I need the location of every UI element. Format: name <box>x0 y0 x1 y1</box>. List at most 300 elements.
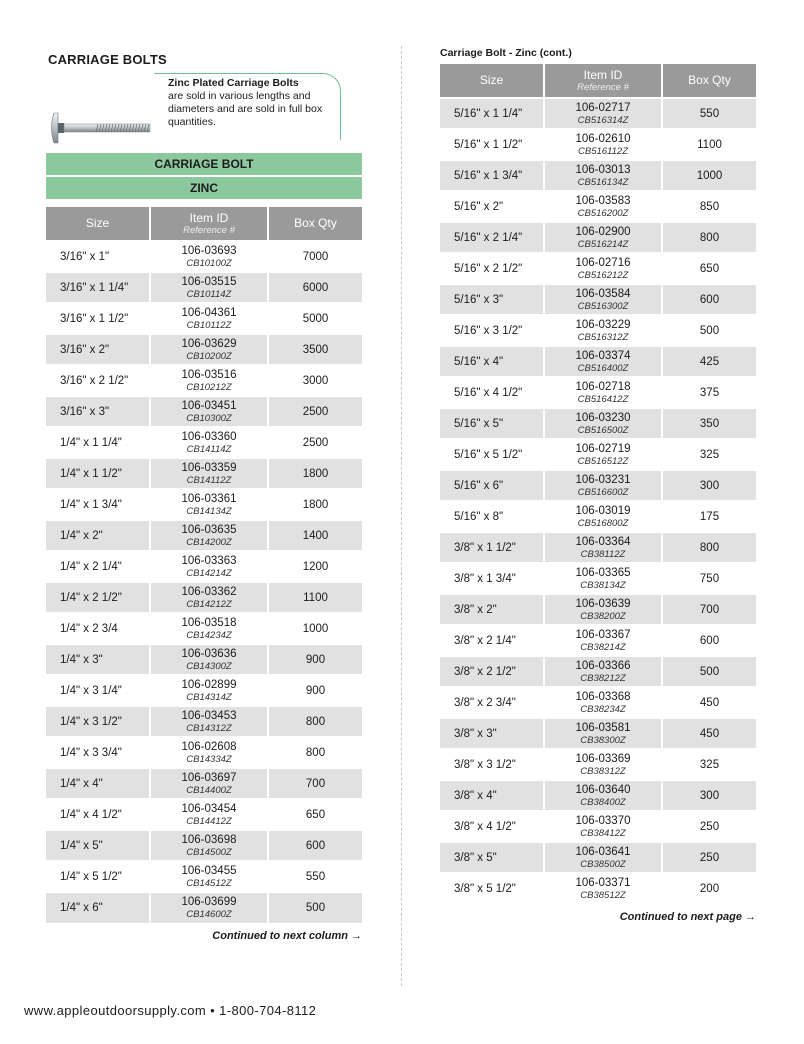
reference-number: CB14412Z <box>186 815 232 827</box>
size-cell: 1/4" x 3 3/4" <box>46 737 150 768</box>
reference-number: CB516600Z <box>577 486 629 498</box>
reference-number: CB14212Z <box>186 598 232 610</box>
item-id: 106-04361 <box>181 306 237 319</box>
table-row <box>46 861 362 892</box>
item-id: 106-03639 <box>575 597 631 610</box>
item-id: 106-03641 <box>575 845 631 858</box>
table-row <box>440 687 756 718</box>
table-row <box>46 675 362 706</box>
item-id-cell <box>150 272 268 303</box>
item-id: 106-03636 <box>181 647 237 660</box>
reference-number: CB14314Z <box>186 691 232 703</box>
item-id-cell <box>150 706 268 737</box>
item-id: 106-02900 <box>575 225 631 238</box>
box-qty-cell: 1000 <box>268 613 362 644</box>
item-id-cell <box>544 191 662 222</box>
item-id-cell <box>544 470 662 501</box>
item-id-cell <box>544 501 662 532</box>
item-id: 106-03581 <box>575 721 631 734</box>
size-cell: 3/16" x 1 1/4" <box>46 272 150 303</box>
item-id-cell <box>544 842 662 873</box>
box-qty-cell: 550 <box>662 98 756 129</box>
item-id: 106-02899 <box>181 678 237 691</box>
table-row <box>440 749 756 780</box>
item-id: 106-03231 <box>575 473 631 486</box>
table-row <box>440 563 756 594</box>
size-cell: 3/8" x 2 1/2" <box>440 656 544 687</box>
item-id: 106-03369 <box>575 752 631 765</box>
item-id: 106-02610 <box>575 132 631 145</box>
reference-number: CB38234Z <box>580 703 626 715</box>
size-cell: 1/4" x 4 1/2" <box>46 799 150 830</box>
size-cell: 5/16" x 4" <box>440 346 544 377</box>
item-id-cell <box>544 98 662 129</box>
reference-number: CB14334Z <box>186 753 232 765</box>
reference-number: CB38134Z <box>580 579 626 591</box>
table-row <box>440 346 756 377</box>
item-id-cell <box>544 718 662 749</box>
header-size: Size <box>440 64 544 98</box>
size-cell: 1/4" x 2 1/2" <box>46 582 150 613</box>
carriage-bolt-image <box>48 111 154 145</box>
table-row <box>440 222 756 253</box>
table-row <box>46 613 362 644</box>
box-qty-cell: 500 <box>662 315 756 346</box>
item-id: 106-03362 <box>181 585 237 598</box>
box-qty-cell: 500 <box>268 892 362 923</box>
item-id-cell <box>150 520 268 551</box>
size-cell: 1/4" x 3 1/2" <box>46 706 150 737</box>
box-qty-cell: 250 <box>662 842 756 873</box>
box-qty-cell: 900 <box>268 675 362 706</box>
size-cell: 5/16" x 3 1/2" <box>440 315 544 346</box>
size-cell: 1/4" x 2" <box>46 520 150 551</box>
size-cell: 3/16" x 1 1/2" <box>46 303 150 334</box>
reference-number: CB516400Z <box>577 362 629 374</box>
box-qty-cell: 800 <box>268 706 362 737</box>
size-cell: 3/16" x 2" <box>46 334 150 365</box>
table-row <box>46 365 362 396</box>
size-cell: 5/16" x 2 1/2" <box>440 253 544 284</box>
size-cell: 1/4" x 3 1/4" <box>46 675 150 706</box>
column-divider <box>401 46 402 986</box>
size-cell: 1/4" x 5 1/2" <box>46 861 150 892</box>
item-id: 106-03360 <box>181 430 237 443</box>
item-id: 106-03515 <box>181 275 237 288</box>
box-qty-cell: 3000 <box>268 365 362 396</box>
box-qty-cell: 1800 <box>268 458 362 489</box>
item-id: 106-02716 <box>575 256 631 269</box>
table-row <box>440 532 756 563</box>
size-cell: 1/4" x 4" <box>46 768 150 799</box>
box-qty-cell: 325 <box>662 749 756 780</box>
size-cell: 5/16" x 1 3/4" <box>440 160 544 191</box>
header-box-qty: Box Qty <box>268 207 362 241</box>
reference-number: CB516214Z <box>577 238 629 250</box>
reference-number: CB516314Z <box>577 114 629 126</box>
table-row <box>46 489 362 520</box>
item-id: 106-03635 <box>181 523 237 536</box>
box-qty-cell: 1800 <box>268 489 362 520</box>
item-id-cell <box>544 811 662 842</box>
table-row <box>440 408 756 439</box>
bolt-table-left <box>46 207 362 923</box>
box-qty-cell: 250 <box>662 811 756 842</box>
size-cell: 3/8" x 5" <box>440 842 544 873</box>
item-id-cell <box>544 532 662 563</box>
item-id: 106-03640 <box>575 783 631 796</box>
item-id: 106-02717 <box>575 101 631 114</box>
item-id-cell <box>544 315 662 346</box>
box-qty-cell: 300 <box>662 780 756 811</box>
table-row <box>440 780 756 811</box>
item-id-cell <box>150 613 268 644</box>
item-id-cell <box>150 551 268 582</box>
table-row <box>46 334 362 365</box>
reference-number: CB14114Z <box>186 443 232 455</box>
reference-number: CB14512Z <box>186 877 232 889</box>
continued-next-column: Continued to next column → <box>212 930 362 942</box>
table-row <box>440 129 756 160</box>
table-row <box>440 253 756 284</box>
item-id-cell <box>150 675 268 706</box>
reference-number: CB38200Z <box>580 610 626 622</box>
size-cell: 1/4" x 2 3/4 <box>46 613 150 644</box>
reference-number: CB14400Z <box>186 784 232 796</box>
intro-text <box>168 77 336 129</box>
box-qty-cell: 750 <box>662 563 756 594</box>
size-cell: 3/8" x 3" <box>440 718 544 749</box>
size-cell: 3/8" x 3 1/2" <box>440 749 544 780</box>
item-id: 106-03366 <box>575 659 631 672</box>
header-item-id: Item ID Reference # <box>150 207 268 241</box>
box-qty-cell: 175 <box>662 501 756 532</box>
box-qty-cell: 650 <box>662 253 756 284</box>
size-cell: 3/8" x 4 1/2" <box>440 811 544 842</box>
table-row <box>46 520 362 551</box>
table-row <box>440 160 756 191</box>
reference-number: CB10112Z <box>186 319 232 331</box>
reference-number: CB14112Z <box>186 474 232 486</box>
table-row <box>440 284 756 315</box>
item-id: 106-02718 <box>575 380 631 393</box>
item-id: 106-03368 <box>575 690 631 703</box>
size-cell: 3/16" x 2 1/2" <box>46 365 150 396</box>
item-id-cell <box>544 873 662 904</box>
intro-body: are sold in various lengths and diameters and are sold in full box quantities. <box>168 90 323 128</box>
product-bar: CARRIAGE BOLT <box>46 153 362 175</box>
box-qty-cell: 1200 <box>268 551 362 582</box>
item-id-cell <box>544 129 662 160</box>
table-row <box>440 191 756 222</box>
table-row <box>440 594 756 625</box>
item-id: 106-03453 <box>181 709 237 722</box>
size-cell: 5/16" x 6" <box>440 470 544 501</box>
box-qty-cell: 7000 <box>268 241 362 272</box>
reference-number: CB14500Z <box>186 846 232 858</box>
continued-next-page: Continued to next page → <box>619 911 756 923</box>
footer-contact: www.appleoutdoorsupply.com • 1-800-704-8112 <box>24 1003 317 1018</box>
item-id-cell <box>150 830 268 861</box>
table-row <box>440 377 756 408</box>
item-id-cell <box>544 780 662 811</box>
size-cell: 5/16" x 4 1/2" <box>440 377 544 408</box>
size-cell: 3/16" x 1" <box>46 241 150 272</box>
table-row <box>440 625 756 656</box>
table-row <box>46 830 362 861</box>
table-row <box>440 842 756 873</box>
table-row <box>46 799 362 830</box>
item-id: 106-03363 <box>181 554 237 567</box>
table-row <box>440 439 756 470</box>
box-qty-cell: 5000 <box>268 303 362 334</box>
size-cell: 5/16" x 2" <box>440 191 544 222</box>
item-id-cell <box>150 892 268 923</box>
box-qty-cell: 375 <box>662 377 756 408</box>
item-id: 106-03699 <box>181 896 237 908</box>
table-row <box>440 315 756 346</box>
item-id-cell <box>544 346 662 377</box>
reference-number: CB14214Z <box>186 567 232 579</box>
item-id: 106-03371 <box>575 877 631 889</box>
table-row <box>46 303 362 334</box>
size-cell: 1/4" x 5" <box>46 830 150 861</box>
reference-number: CB516312Z <box>577 331 629 343</box>
item-id: 106-02719 <box>575 442 631 455</box>
header-box-qty: Box Qty <box>662 64 756 98</box>
reference-number: CB10212Z <box>186 381 232 393</box>
table-row <box>46 427 362 458</box>
table-row <box>440 873 756 904</box>
item-id-cell <box>150 365 268 396</box>
box-qty-cell: 800 <box>662 222 756 253</box>
box-qty-cell: 200 <box>662 873 756 904</box>
box-qty-cell: 325 <box>662 439 756 470</box>
box-qty-cell: 800 <box>662 532 756 563</box>
reference-number: CB516200Z <box>577 207 629 219</box>
size-cell: 3/8" x 4" <box>440 780 544 811</box>
size-cell: 5/16" x 1 1/4" <box>440 98 544 129</box>
box-qty-cell: 550 <box>268 861 362 892</box>
size-cell: 3/8" x 2" <box>440 594 544 625</box>
box-qty-cell: 700 <box>268 768 362 799</box>
item-id-cell <box>544 625 662 656</box>
box-qty-cell: 900 <box>268 644 362 675</box>
item-id-cell <box>150 799 268 830</box>
right-column <box>440 46 756 923</box>
size-cell: 5/16" x 8" <box>440 501 544 532</box>
item-id-cell <box>544 160 662 191</box>
table-row <box>440 656 756 687</box>
reference-number: CB38112Z <box>580 548 626 560</box>
intro-callout <box>46 73 362 153</box>
reference-number: CB38312Z <box>580 765 626 777</box>
item-id-cell <box>150 427 268 458</box>
table-row <box>46 737 362 768</box>
size-cell: 5/16" x 2 1/4" <box>440 222 544 253</box>
item-id: 106-02608 <box>181 740 237 753</box>
table-row <box>440 811 756 842</box>
box-qty-cell: 1400 <box>268 520 362 551</box>
item-id-cell <box>544 439 662 470</box>
table-row <box>46 706 362 737</box>
table-row <box>46 582 362 613</box>
intro-lead: Zinc Plated Carriage Bolts <box>168 77 299 89</box>
table-row <box>46 768 362 799</box>
item-id-cell <box>150 396 268 427</box>
reference-number: CB14234Z <box>186 629 232 641</box>
item-id: 106-03518 <box>181 616 237 629</box>
reference-number: CB38214Z <box>580 641 626 653</box>
size-cell: 3/8" x 2 3/4" <box>440 687 544 718</box>
box-qty-cell: 1000 <box>662 160 756 191</box>
reference-number: CB38400Z <box>580 796 626 808</box>
reference-number: CB516212Z <box>577 269 629 281</box>
item-id: 106-03693 <box>181 244 237 257</box>
box-qty-cell: 450 <box>662 687 756 718</box>
item-id-cell <box>150 334 268 365</box>
item-id-cell <box>150 768 268 799</box>
table-row <box>46 644 362 675</box>
item-id: 106-03229 <box>575 318 631 331</box>
item-id: 106-03367 <box>575 628 631 641</box>
box-qty-cell: 350 <box>662 408 756 439</box>
section-title: CARRIAGE BOLTS <box>48 52 167 67</box>
box-qty-cell: 700 <box>662 594 756 625</box>
item-id: 106-03697 <box>181 771 237 784</box>
box-qty-cell: 500 <box>662 656 756 687</box>
item-id-cell <box>544 377 662 408</box>
item-id-cell <box>544 408 662 439</box>
reference-number: CB38512Z <box>580 890 626 901</box>
item-id-cell <box>150 737 268 768</box>
table-row <box>440 470 756 501</box>
reference-number: CB516500Z <box>577 424 629 436</box>
reference-number: CB38500Z <box>580 858 626 870</box>
reference-number: CB38300Z <box>580 734 626 746</box>
reference-number: CB14600Z <box>186 909 232 920</box>
item-id-cell <box>544 594 662 625</box>
table-row <box>46 272 362 303</box>
box-qty-cell: 2500 <box>268 396 362 427</box>
size-cell: 3/8" x 1 1/2" <box>440 532 544 563</box>
item-id-cell <box>544 656 662 687</box>
table-row <box>46 551 362 582</box>
item-id-cell <box>150 303 268 334</box>
box-qty-cell: 1100 <box>268 582 362 613</box>
reference-number: CB14134Z <box>186 505 232 517</box>
item-id-cell <box>150 489 268 520</box>
reference-number: CB516112Z <box>578 145 628 157</box>
reference-number: CB14312Z <box>186 722 232 734</box>
size-cell: 5/16" x 1 1/2" <box>440 129 544 160</box>
box-qty-cell: 850 <box>662 191 756 222</box>
box-qty-cell: 3500 <box>268 334 362 365</box>
continued-title: Carriage Bolt - Zinc (cont.) <box>440 47 572 59</box>
item-id: 106-03364 <box>575 535 631 548</box>
reference-number: CB10300Z <box>186 412 232 424</box>
size-cell: 5/16" x 5 1/2" <box>440 439 544 470</box>
box-qty-cell: 600 <box>662 625 756 656</box>
item-id: 106-03583 <box>575 194 631 207</box>
box-qty-cell: 300 <box>662 470 756 501</box>
size-cell: 1/4" x 6" <box>46 892 150 923</box>
reference-number: CB38412Z <box>580 827 626 839</box>
item-id-cell <box>544 687 662 718</box>
box-qty-cell: 2500 <box>268 427 362 458</box>
item-id-cell <box>544 253 662 284</box>
item-id-cell <box>544 222 662 253</box>
size-cell: 3/8" x 2 1/4" <box>440 625 544 656</box>
item-id-cell <box>150 241 268 272</box>
reference-number: CB38212Z <box>580 672 626 684</box>
item-id-cell <box>150 644 268 675</box>
table-row <box>440 501 756 532</box>
reference-number: CB14300Z <box>186 660 232 672</box>
box-qty-cell: 650 <box>268 799 362 830</box>
item-id: 106-03455 <box>181 864 237 877</box>
item-id: 106-03516 <box>181 368 237 381</box>
reference-number: CB516800Z <box>577 517 629 529</box>
item-id: 106-03698 <box>181 833 237 846</box>
item-id: 106-03361 <box>181 492 237 505</box>
box-qty-cell: 450 <box>662 718 756 749</box>
size-cell: 3/8" x 5 1/2" <box>440 873 544 904</box>
item-id-cell <box>150 458 268 489</box>
header-size: Size <box>46 207 150 241</box>
reference-number: CB516134Z <box>577 176 629 188</box>
size-cell: 5/16" x 5" <box>440 408 544 439</box>
table-row <box>46 396 362 427</box>
item-id: 106-03370 <box>575 814 631 827</box>
item-id: 106-03359 <box>181 461 237 474</box>
item-id: 106-03451 <box>181 399 237 412</box>
item-id-cell <box>150 861 268 892</box>
item-id: 106-03019 <box>575 504 631 517</box>
item-id: 106-03629 <box>181 337 237 350</box>
size-cell: 5/16" x 3" <box>440 284 544 315</box>
item-id: 106-03013 <box>575 163 631 176</box>
item-id: 106-03374 <box>575 349 631 362</box>
reference-number: CB10200Z <box>186 350 232 362</box>
box-qty-cell: 600 <box>662 284 756 315</box>
size-cell: 1/4" x 1 3/4" <box>46 489 150 520</box>
table-row <box>46 892 362 923</box>
left-column <box>46 52 362 942</box>
table-row <box>46 458 362 489</box>
reference-number: CB516412Z <box>577 393 629 405</box>
table-row <box>46 241 362 272</box>
reference-number: CB10100Z <box>186 257 232 269</box>
box-qty-cell: 425 <box>662 346 756 377</box>
box-qty-cell: 6000 <box>268 272 362 303</box>
item-id-cell <box>150 582 268 613</box>
item-id-cell <box>544 284 662 315</box>
item-id-cell <box>544 749 662 780</box>
box-qty-cell: 800 <box>268 737 362 768</box>
table-row <box>440 98 756 129</box>
header-item-id: Item ID Reference # <box>544 64 662 98</box>
item-id: 106-03454 <box>181 802 237 815</box>
size-cell: 1/4" x 2 1/4" <box>46 551 150 582</box>
item-id: 106-03230 <box>575 411 631 424</box>
size-cell: 3/8" x 1 3/4" <box>440 563 544 594</box>
finish-bar: ZINC <box>46 177 362 199</box>
size-cell: 1/4" x 1 1/4" <box>46 427 150 458</box>
bolt-table-right <box>440 64 756 904</box>
reference-number: CB516300Z <box>577 300 629 312</box>
reference-number: CB14200Z <box>186 536 232 548</box>
